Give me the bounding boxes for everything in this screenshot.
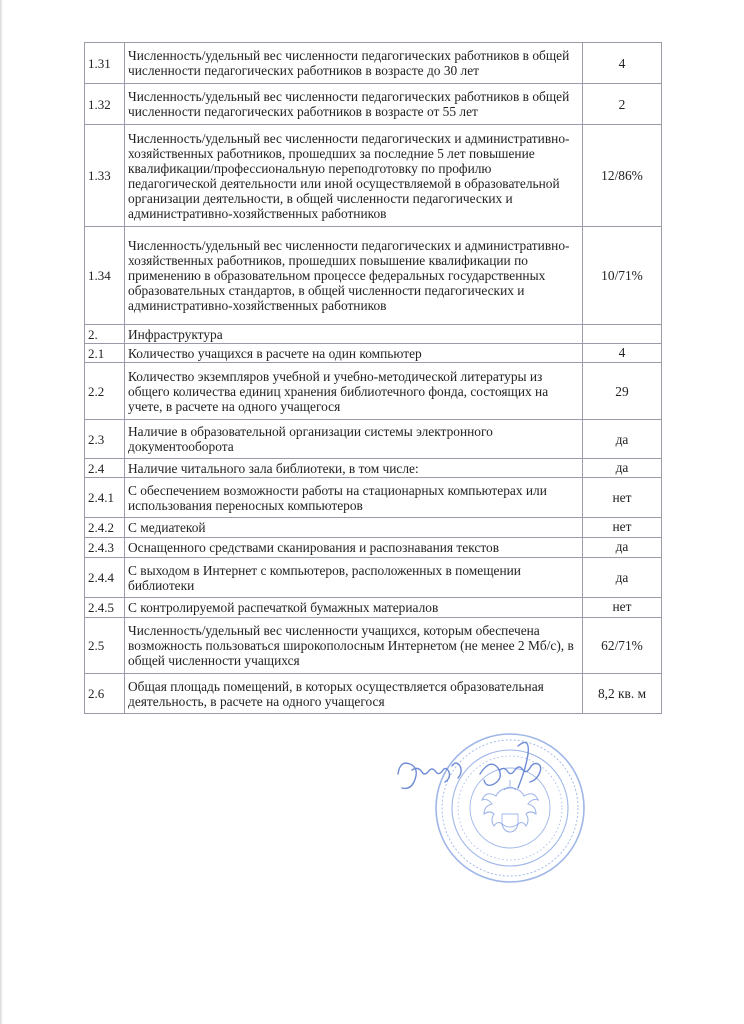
seal-inner-text-ring	[458, 756, 562, 860]
row-value: нет	[583, 598, 662, 618]
row-description: Количество учащихся в расчете на один компьютер	[125, 344, 583, 363]
seal-and-signature	[392, 730, 602, 900]
seal-middle-ring	[452, 750, 568, 866]
shield-icon	[502, 814, 518, 827]
row-value: нет	[583, 478, 662, 518]
row-value: 8,2 кв. м	[583, 674, 662, 714]
row-description: Численность/удельный вес численности педагогических и административно-хозяйственных работников, прошедших повышение квалификации по применению в образовательном процессе федеральных государственных образовательных стандартов, в общей численности педагогических и административно-хозяйственных работников	[125, 227, 583, 325]
row-value: 62/71%	[583, 618, 662, 674]
section-heading: Инфраструктура	[125, 325, 583, 344]
row-description: Наличие читального зала библиотеки, в том числе:	[125, 459, 583, 478]
row-number: 2.3	[85, 420, 125, 459]
row-number: 2.4.2	[85, 518, 125, 538]
eagle-emblem-icon	[482, 788, 538, 832]
row-number: 1.32	[85, 84, 125, 125]
row-value: 2	[583, 84, 662, 125]
row-number: 2.4.5	[85, 598, 125, 618]
table-row	[85, 227, 662, 325]
seal-text-ring	[442, 740, 578, 876]
row-number: 2.4	[85, 459, 125, 478]
row-description: Численность/удельный вес численности педагогических работников в общей численности педагогических работников в возрасте от 55 лет	[125, 84, 583, 125]
table-row	[85, 125, 662, 227]
row-description: Оснащенного средствами сканирования и распознавания текстов	[125, 538, 583, 558]
table-row	[85, 344, 662, 363]
official-seal-image	[392, 730, 602, 900]
row-number: 1.34	[85, 227, 125, 325]
table-row	[85, 598, 662, 618]
table-row	[85, 674, 662, 714]
row-description: Численность/удельный вес численности педагогических работников в общей численности педагогических работников в возрасте до 30 лет	[125, 43, 583, 84]
table-row	[85, 518, 662, 538]
row-number: 2.2	[85, 363, 125, 420]
row-value: 29	[583, 363, 662, 420]
row-value	[583, 325, 662, 344]
indicators-table	[84, 42, 662, 714]
row-number: 2.4.3	[85, 538, 125, 558]
table-row	[85, 325, 662, 344]
row-description: Количество экземпляров учебной и учебно-методической литературы из общего количества единиц хранения библиотечного фонда, состоящих на учете, в расчете на одного учащегося	[125, 363, 583, 420]
table-row	[85, 538, 662, 558]
row-value: 10/71%	[583, 227, 662, 325]
row-number: 2.1	[85, 344, 125, 363]
row-number: 2.5	[85, 618, 125, 674]
row-value: да	[583, 420, 662, 459]
row-value: нет	[583, 518, 662, 538]
table-row	[85, 43, 662, 84]
table-row	[85, 459, 662, 478]
row-description: Наличие в образовательной организации системы электронного документооборота	[125, 420, 583, 459]
row-value: да	[583, 558, 662, 598]
row-value: 12/86%	[583, 125, 662, 227]
row-number: 2.4.1	[85, 478, 125, 518]
table-row	[85, 478, 662, 518]
row-description: Численность/удельный вес численности педагогических и административно-хозяйственных работников, прошедших за последние 5 лет повышение квалификации/профессиональную переподготовку по профилю педагогической деятельности или иной осуществляемой в образовательной организации деятельности, в общей численности педагогических и административно-хозяйственных работников	[125, 125, 583, 227]
row-value: 4	[583, 43, 662, 84]
row-description: С выходом в Интернет с компьютеров, расположенных в помещении библиотеки	[125, 558, 583, 598]
table-row	[85, 363, 662, 420]
row-number: 1.31	[85, 43, 125, 84]
row-description: Численность/удельный вес численности учащихся, которым обеспечена возможность пользоваться широкополосным Интернетом (не менее 2 Мб/с), в общей численности учащихся	[125, 618, 583, 674]
row-number: 2.6	[85, 674, 125, 714]
row-value: да	[583, 538, 662, 558]
row-number: 1.33	[85, 125, 125, 227]
table-row	[85, 84, 662, 125]
scan-page-edge	[0, 0, 3, 1024]
row-description: С обеспечением возможности работы на стационарных компьютерах или использования переносных компьютеров	[125, 478, 583, 518]
table-row	[85, 618, 662, 674]
row-description: С контролируемой распечаткой бумажных материалов	[125, 598, 583, 618]
table-row	[85, 558, 662, 598]
table-row	[85, 420, 662, 459]
row-number: 2.	[85, 325, 125, 344]
handwritten-signature	[398, 742, 541, 788]
row-description: Общая площадь помещений, в которых осуществляется образовательная деятельность, в расчете на одного учащегося	[125, 674, 583, 714]
row-value: да	[583, 459, 662, 478]
row-number: 2.4.4	[85, 558, 125, 598]
row-value: 4	[583, 344, 662, 363]
row-description: С медиатекой	[125, 518, 583, 538]
